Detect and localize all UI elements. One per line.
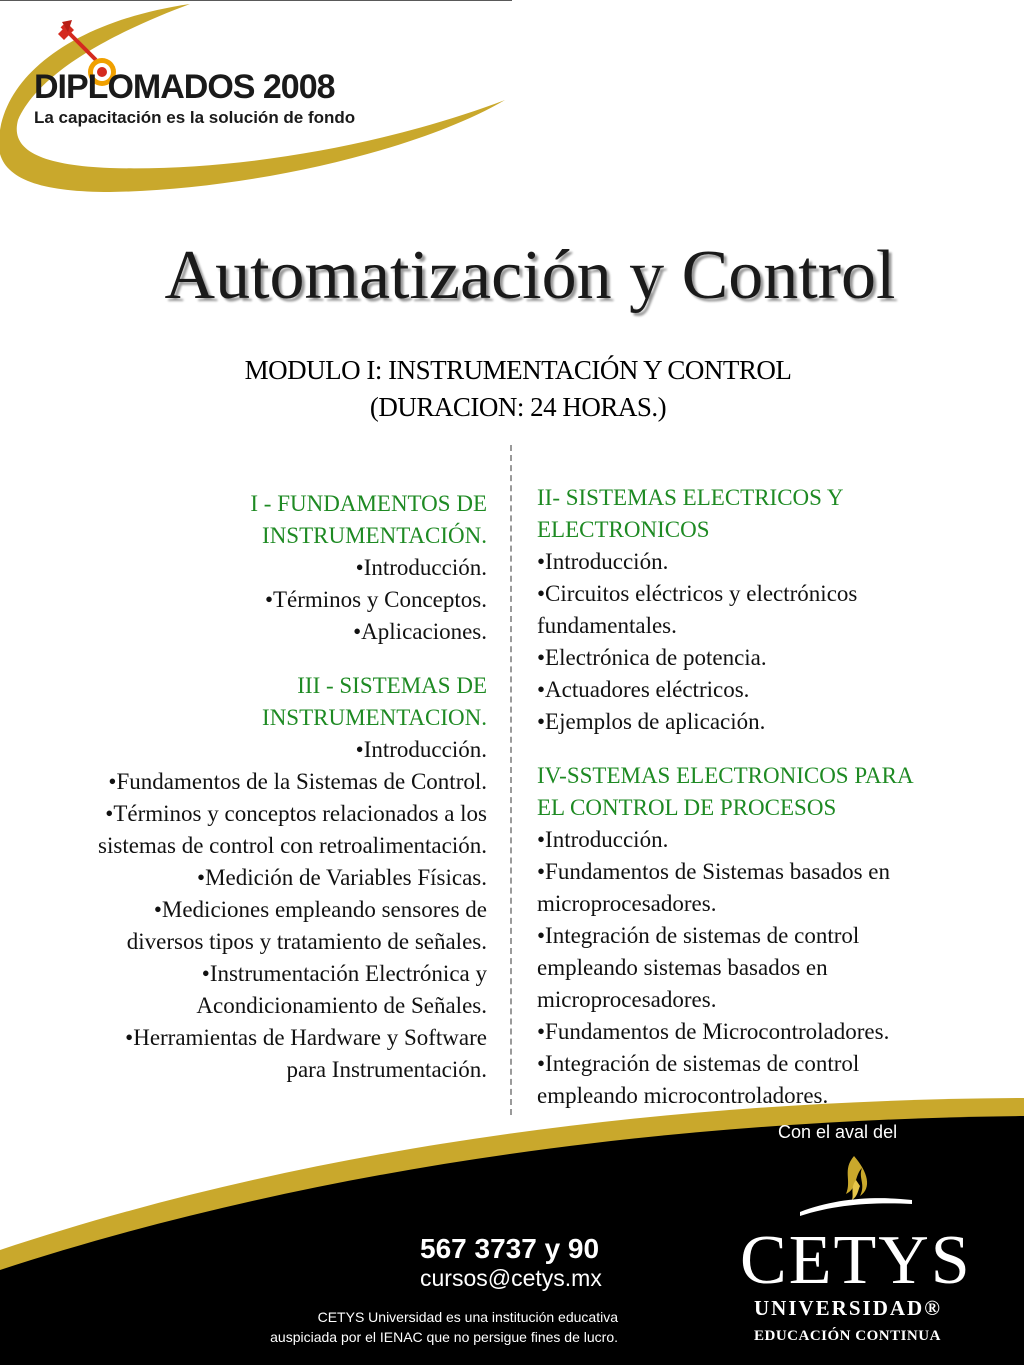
section-item: microprocesadores. [537,891,717,916]
course-section [537,482,997,738]
section-item: empleando sistemas basados en [537,955,828,980]
left-column [17,488,487,1086]
section-item: •Integración de sistemas de control [537,1051,860,1076]
section-item: •Introducción. [355,555,487,580]
section-item: •Términos y Conceptos. [264,587,487,612]
section-item: sistemas de control con retroalimentación. [98,833,487,858]
universidad-text: UNIVERSIDAD® [754,1296,942,1320]
section-item: •Electrónica de potencia. [537,645,767,670]
logo-title: DIPLOMADOS 2008 [34,68,335,106]
section-item: Acondicionamiento de Señales. [196,993,487,1018]
section-title: I - FUNDAMENTOS DE [250,491,487,516]
section-item: •Integración de sistemas de control [537,923,860,948]
disclaimer-line-2: auspiciada por el IENAC que no persigue fines de lucro. [270,1329,618,1345]
section-item: •Términos y conceptos relacionados a los [105,801,487,826]
section-gap [537,738,997,760]
disclaimer-line-1: CETYS Universidad es una institución educativa [317,1309,618,1325]
aval-text: Con el aval del [778,1122,898,1142]
section-item: •Fundamentos de la Sistemas de Control. [108,769,487,794]
torch-flame-icon [796,1150,916,1230]
section-title: INSTRUMENTACION. [262,705,487,730]
module-line-1: MODULO I: INSTRUMENTACIÓN Y CONTROL [244,355,792,385]
cetys-logo-text: CETYS [740,1222,972,1299]
section-title: II- SISTEMAS ELECTRICOS Y [537,485,844,510]
section-item: •Circuitos eléctricos y electrónicos [537,581,858,606]
section-item: •Introducción. [355,737,487,762]
section-item: •Mediciones empleando sensores de [153,897,487,922]
section-item: diversos tipos y tratamiento de señales. [126,929,487,954]
contact-email[interactable]: cursos@cetys.mx [420,1265,602,1291]
phone-number: 567 3737 y 90 [420,1233,600,1264]
section-item: •Aplicaciones. [353,619,487,644]
section-item: •Herramientas de Hardware y Software [125,1025,487,1050]
column-divider [510,445,512,1115]
section-item: •Fundamentos de Microcontroladores. [537,1019,890,1044]
logo-subtitle: La capacitación es la solución de fondo [34,108,356,127]
section-item: •Introducción. [537,549,669,574]
section-item: microprocesadores. [537,987,717,1012]
section-item: empleando microcontroladores. [537,1083,829,1108]
course-section [537,760,997,1112]
section-item: •Introducción. [537,827,669,852]
section-item: •Ejemplos de aplicación. [537,709,766,734]
section-item: •Fundamentos de Sistemas basados en [537,859,891,884]
right-column [537,482,997,1112]
section-title: EL CONTROL DE PROCESOS [537,795,837,820]
section-title: INSTRUMENTACIÓN. [262,523,487,548]
course-section [17,488,487,648]
section-item: •Actuadores eléctricos. [537,677,750,702]
section-item: para Instrumentación. [286,1057,487,1082]
section-title: III - SISTEMAS DE [297,673,487,698]
section-title: IV-SSTEMAS ELECTRONICOS PARA [537,763,914,788]
section-title: ELECTRONICOS [537,517,710,542]
section-item: fundamentales. [537,613,677,638]
disclaimer [240,1307,618,1347]
section-gap [17,648,487,670]
educacion-continua-text: EDUCACIÓN CONTINUA [754,1328,941,1344]
section-item: •Instrumentación Electrónica y [201,961,487,986]
module-heading [0,352,1024,426]
section-item: •Medición de Variables Físicas. [197,865,487,890]
course-section [17,670,487,1086]
page-title: Automatización y Control [164,237,896,314]
module-line-2: (DURACION: 24 HORAS.) [369,392,667,422]
